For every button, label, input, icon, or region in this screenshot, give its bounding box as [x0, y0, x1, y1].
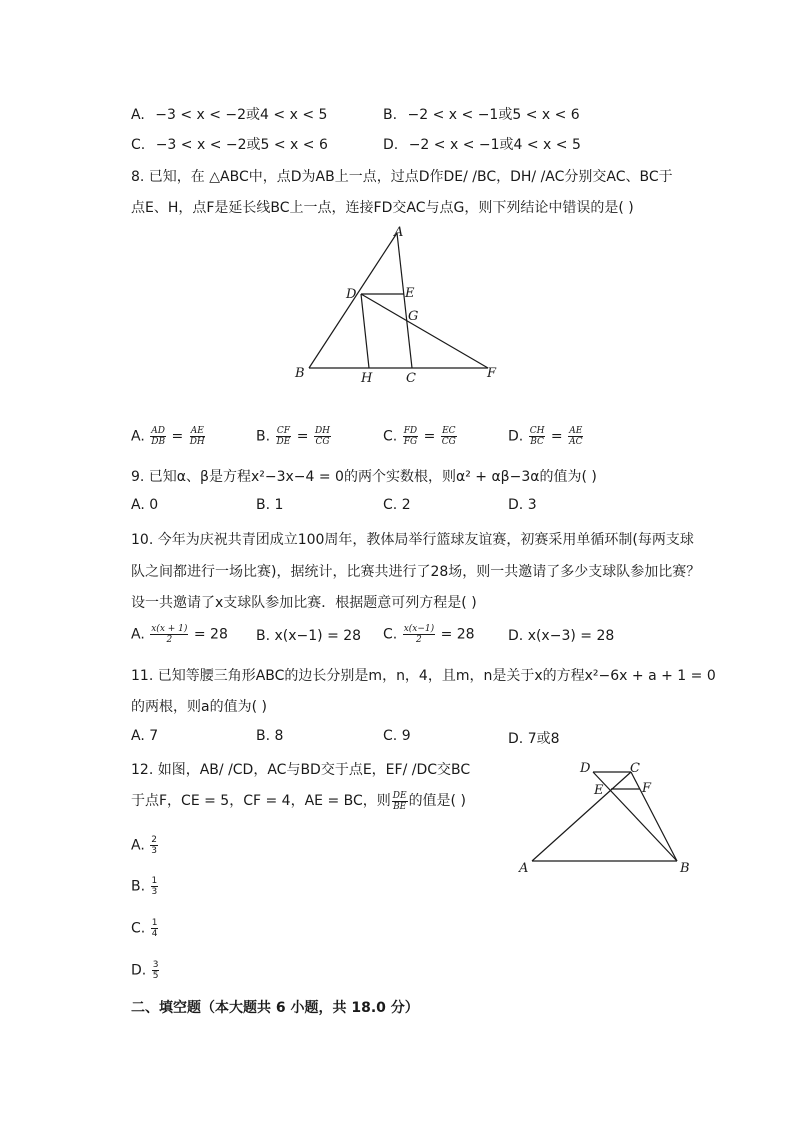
q11-option-a	[131, 728, 158, 744]
q8-option-b-num1: CF	[276, 426, 290, 436]
q9-option-c	[383, 497, 411, 513]
q12-option-b-num: 1	[151, 876, 158, 886]
q12-stem-line1: 12. 如图，AB/ /CD，AC与BD交于点E，EF/ /DC交BC	[131, 762, 471, 778]
q10-stem-line3: 设一共邀请了x支球队参加比赛．根据题意可列方程是( )	[131, 595, 477, 611]
q12-ratio-num: DE	[392, 790, 407, 801]
q8-option-b-label: B.	[256, 428, 271, 445]
q10-stem-line1: 10. 今年为庆祝共青团成立100周年，教体局举行篮球友谊赛，初赛采用单循环制(每两支球	[131, 532, 694, 548]
q9-option-a-label: A.	[131, 497, 145, 513]
q9-option-d	[508, 497, 537, 513]
q8-label-d: D	[346, 287, 357, 302]
q10-stem-line2: 队之间都进行一场比赛)，据统计，比赛共进行了28场，则一共邀请了多少支球队参加比赛？	[131, 564, 701, 580]
q8-label-g: G	[408, 309, 419, 324]
q12-ratio-den: BE	[393, 801, 407, 812]
q8-option-d-den1: BC	[530, 437, 544, 447]
q7-option-d-label: D.	[383, 137, 399, 153]
q12-option-c-den: 4	[151, 929, 158, 939]
q7-option-a	[131, 104, 327, 124]
q10-option-b-text: x(x−1) = 28	[274, 628, 362, 644]
q8-label-e: E	[405, 286, 415, 301]
q12-option-c-label: C.	[131, 920, 146, 937]
q8-option-c-label: C.	[383, 428, 398, 445]
q10-option-a-den: 2	[166, 635, 173, 645]
q8-option-c-den2: CG	[441, 437, 456, 447]
q8-label-a: A	[394, 225, 404, 240]
q10-option-a-label: A.	[131, 626, 145, 643]
q11-option-c-value: 9	[401, 728, 411, 744]
q8-label-b: B	[295, 366, 305, 381]
q12-label-c: C	[630, 761, 640, 776]
q7-option-b-text: −2 < x < −1或5 < x < 6	[407, 107, 580, 123]
q8-option-b-num2: DH	[314, 426, 331, 436]
q12-option-a-den: 3	[151, 846, 157, 856]
q8-option-a: A. $\frac{AD}{DB}$ = $\frac{AE}{DH}$	[131, 426, 205, 447]
q12-option-b-label: B.	[131, 878, 146, 895]
q12-option-a-num: 2	[151, 835, 157, 845]
q10-option-d	[508, 628, 614, 644]
q8-label-f: F	[487, 366, 497, 381]
q9-option-d-label: D.	[508, 497, 524, 513]
q12-option-d-label: D.	[131, 962, 147, 979]
q11-stem-line2: 的两根，则a的值为( )	[131, 699, 267, 715]
q8-option-c-den1: FG	[403, 437, 418, 447]
q12-label-a: A	[519, 861, 529, 876]
q11-option-d	[508, 728, 560, 748]
q12-option-d	[131, 960, 160, 981]
q11-option-a-value: 7	[149, 728, 159, 744]
q12-option-c	[131, 918, 159, 939]
q8-option-a-den1: DB	[151, 437, 166, 447]
q12-line-ac	[532, 772, 631, 861]
section-heading: 二、填空题（本大题共 6 小题，共 18.0 分）	[131, 1000, 419, 1016]
q10-option-c-den: 2	[416, 635, 422, 645]
q9-stem: 9. 已知α、β是方程x²−3x−4 = 0的两个实数根，则α² + αβ−3α的值为( )	[131, 469, 597, 485]
q12-option-b	[131, 876, 159, 897]
q7-option-c-label: C.	[131, 137, 146, 153]
q8-option-c-num2: EC	[442, 426, 456, 436]
q8-triangle-figure	[290, 222, 505, 390]
q8-option-a-num2: AE	[190, 426, 204, 436]
q7-option-d	[383, 134, 581, 154]
q8-option-c: C. $\frac{FD}{FG}$ = $\frac{EC}{CG}$	[383, 426, 456, 447]
q7-option-a-label: A.	[131, 107, 145, 123]
q7-option-b	[383, 104, 580, 124]
q12-option-d-num: 3	[152, 960, 159, 970]
q10-option-d-label: D.	[508, 628, 524, 644]
q9-option-d-value: 3	[527, 497, 537, 513]
q12-line-cb	[631, 772, 677, 861]
q10-option-b-label: B.	[256, 628, 271, 644]
q8-option-c-num1: FD	[403, 426, 418, 436]
q12-stem-line2-tail: 的值是( )	[408, 793, 466, 809]
q12-option-a	[131, 835, 159, 856]
q12-label-d: D	[580, 761, 591, 776]
q10-option-c-label: C.	[383, 626, 398, 643]
q12-option-a-label: A.	[131, 837, 145, 854]
q7-option-b-label: B.	[383, 107, 398, 123]
q9-option-b	[256, 497, 283, 513]
q8-option-b: B. $\frac{CF}{DE}$ = $\frac{DH}{CG}$	[256, 426, 331, 447]
q8-label-h: H	[361, 371, 373, 386]
q11-option-d-label: D.	[508, 731, 524, 747]
q9-option-c-label: C.	[383, 497, 398, 513]
q8-option-a-label: A.	[131, 428, 145, 445]
q11-stem-line1: 11. 已知等腰三角形ABC的边长分别是m，n，4，且m，n是关于x的方程x²−6x + a + 1 = 0	[131, 668, 716, 684]
q8-option-b-den2: CG	[315, 437, 330, 447]
q12-label-f: F	[642, 781, 652, 796]
q12-label-b: B	[680, 861, 690, 876]
q8-option-d-num1: CH	[529, 426, 545, 436]
q8-option-d-den2: AC	[569, 437, 583, 447]
q8-stem-line1: 8. 已知，在 △ABC中，点D为AB上一点，过点D作DE/ /BC，DH/ /AC分别交AC、BC于	[131, 169, 673, 185]
q8-option-d-label: D.	[508, 428, 524, 445]
q8-option-d-num2: AE	[569, 426, 583, 436]
q8-line-dh	[361, 294, 369, 368]
q9-option-c-value: 2	[401, 497, 411, 513]
q10-option-a-rest: = 28	[193, 626, 228, 643]
q12-option-b-den: 3	[151, 887, 158, 897]
q9-option-a	[131, 497, 158, 513]
q10-option-d-text: x(x−3) = 28	[527, 628, 615, 644]
q10-option-a	[131, 624, 228, 645]
q12-option-c-num: 1	[151, 918, 158, 928]
q10-option-a-num: x(x + 1)	[151, 624, 188, 634]
q8-stem-line2: 点E、H，点F是延长线BC上一点，连接FD交AC与点G，则下列结论中错误的是( )	[131, 200, 634, 216]
q11-option-b-label: B.	[256, 728, 271, 744]
q9-option-b-value: 1	[274, 497, 284, 513]
q12-stem-line2-text: 于点F，CE = 5，CF = 4，AE = BC，则	[131, 793, 391, 809]
q8-label-c: C	[406, 371, 416, 386]
q9-option-b-label: B.	[256, 497, 271, 513]
q11-option-b-value: 8	[274, 728, 284, 744]
q8-option-a-num1: AD	[151, 426, 166, 436]
q10-option-b	[256, 628, 361, 644]
q11-option-d-value: 7或8	[527, 731, 560, 747]
q7-option-a-text: −3 < x < −2或4 < x < 5	[155, 107, 328, 123]
q8-option-a-den2: DH	[189, 437, 205, 447]
q8-option-d: D. $\frac{CH}{BC}$ = $\frac{AE}{AC}$	[508, 426, 583, 447]
q10-option-c	[383, 624, 475, 645]
q8-line-df	[361, 294, 488, 368]
q7-option-d-text: −2 < x < −1或4 < x < 5	[408, 137, 581, 153]
q12-line-bd	[593, 772, 677, 861]
q11-option-b	[256, 728, 283, 744]
q11-option-c	[383, 728, 411, 744]
q8-option-b-den1: DE	[276, 437, 291, 447]
q10-option-c-rest: = 28	[440, 626, 475, 643]
q7-option-c	[131, 134, 328, 154]
q12-label-e: E	[594, 783, 604, 798]
q11-option-a-label: A.	[131, 728, 145, 744]
q12-trapezoid-figure	[515, 757, 695, 877]
q11-option-c-label: C.	[383, 728, 398, 744]
q12-stem-line2	[131, 790, 466, 812]
q7-option-c-text: −3 < x < −2或5 < x < 6	[155, 137, 328, 153]
q12-option-d-den: 5	[152, 971, 159, 981]
q9-option-a-value: 0	[149, 497, 159, 513]
q10-option-c-num: x(x−1)	[403, 624, 435, 634]
